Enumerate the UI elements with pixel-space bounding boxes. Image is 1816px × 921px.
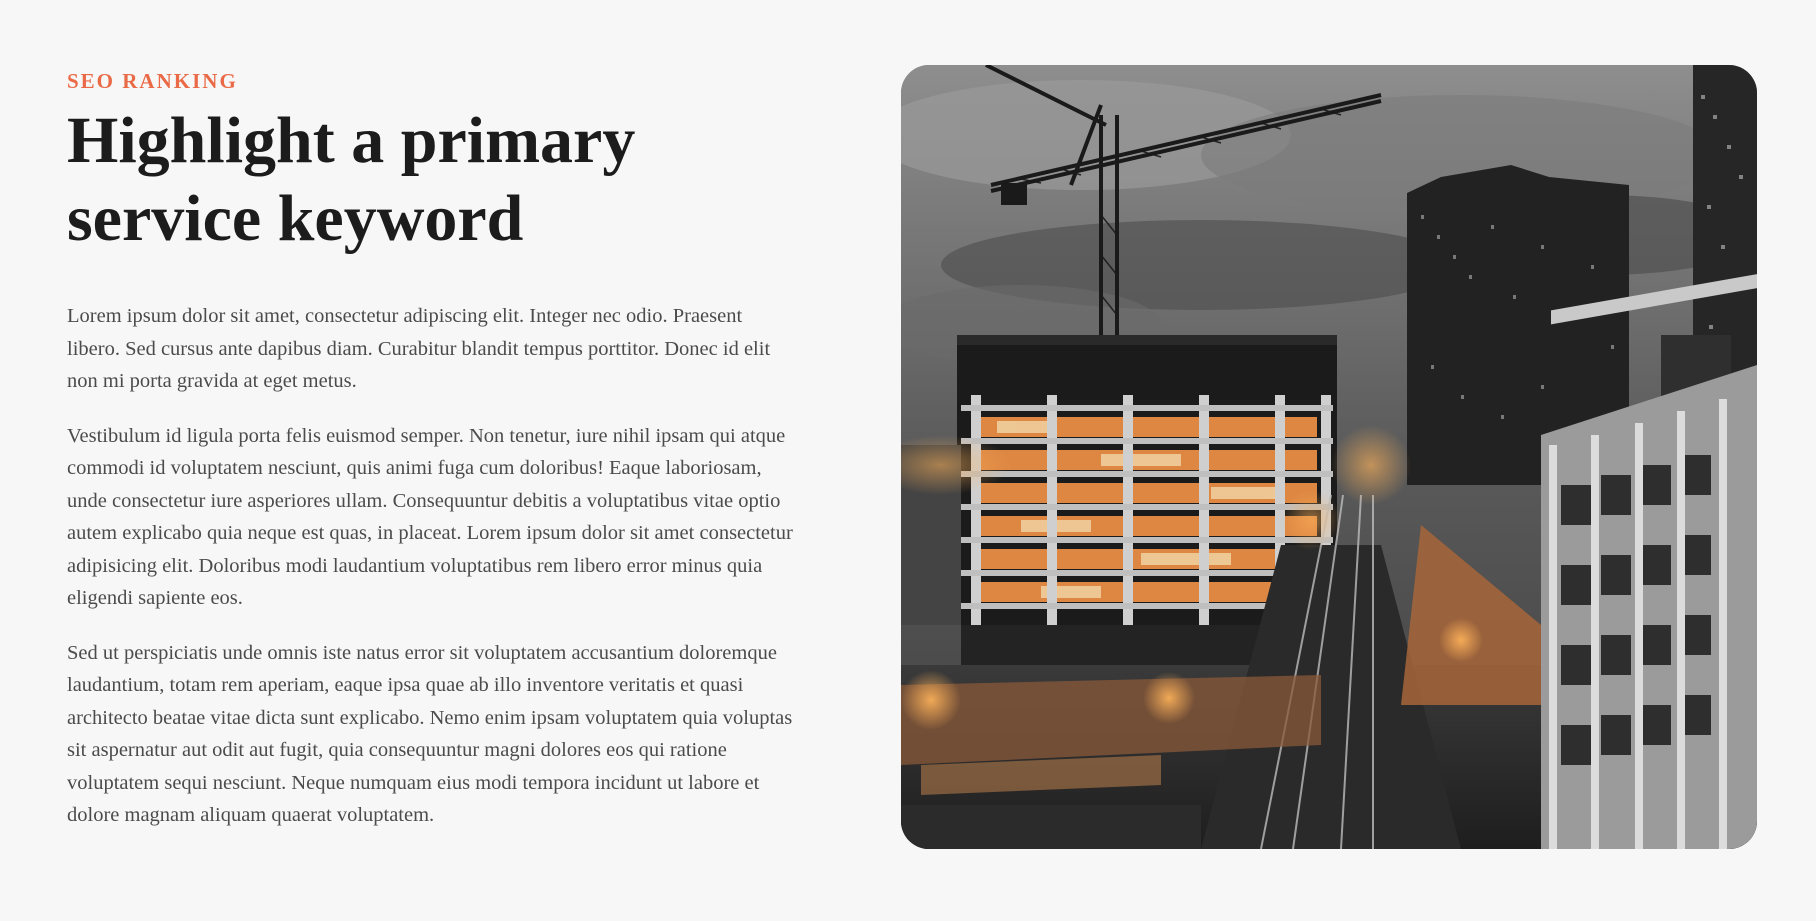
- body-copy: [67, 300, 795, 832]
- paragraph-3: Sed ut perspiciatis unde omnis iste natus error sit voluptatem accusantium doloremque laudantium, totam rem aperiam, eaque ipsa quae ab illo inventore veritatis et quasi architecto beatae vitae dicta sunt explicabo. Nemo enim ipsam voluptatem quia voluptas sit aspernatur aut odit aut fugit, quia consequuntur magni dolores eos qui ratione voluptatem sequi nesciunt. Neque numquam eius modi tempora incidunt ut labore et dolore magnam aliquam quaerat voluptatem.: [67, 641, 793, 826]
- paragraph-1: Lorem ipsum dolor sit amet, consectetur adipiscing elit. Integer nec odio. Praesent libero. Sed cursus ante dapibus diam. Curabitur blandit tempus porttitor. Donec id elit non mi porta gravida at eget metus.: [67, 305, 771, 392]
- paragraph-2: Vestibulum id ligula porta felis euismod semper. Non tenetur, iure nihil ipsam qui atque commodi id voluptatem nesciunt, quis animi fuga cum doloribus! Eaque laboriosam, unde consectetur iure asperiores ullam. Consequuntur debitis a voluptatibus vitae optio autem explicabo quia neque est quas, in placeat. Lorem ipsum dolor sit amet consectetur adipisicing elit. Doloribus modi laudantium voluptatibus rem libero error minus quia eligendi sapiente eos.: [67, 424, 793, 609]
- city-construction-photo: [901, 65, 1757, 849]
- photo-illustration: [901, 65, 1757, 849]
- section-eyebrow: SEO RANKING: [67, 69, 238, 93]
- section-headline: Highlight a primary service keyword: [67, 104, 636, 255]
- text-column: [67, 66, 795, 854]
